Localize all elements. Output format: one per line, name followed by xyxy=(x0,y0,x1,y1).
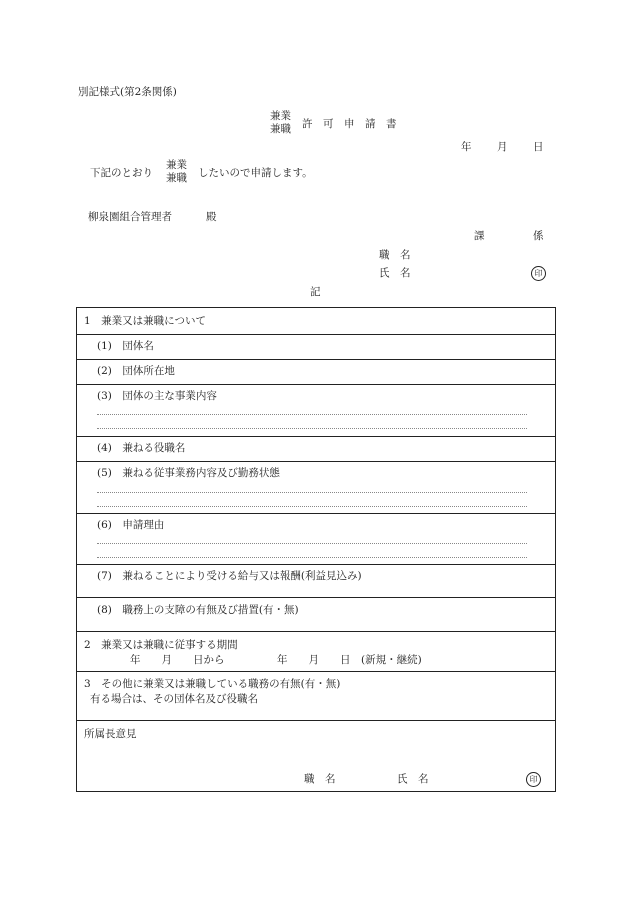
item-5-label: (5) 兼ねる従事業務内容及び勤務状態 xyxy=(97,467,280,479)
intro-stacked-bottom: 兼職 xyxy=(166,172,187,185)
item-6-dotted-line xyxy=(97,557,527,558)
form-reference: 別記様式(第2条関係) xyxy=(78,86,177,98)
item-4-label: (4) 兼ねる役職名 xyxy=(97,442,186,454)
date-month-label: 月 xyxy=(497,141,508,153)
section-1-title: 1 兼業又は兼職について xyxy=(84,315,206,327)
item-8-label: (8) 職務上の支障の有無及び措置(有・無) xyxy=(97,604,299,616)
row-divider xyxy=(77,384,555,385)
item-2-label: (2) 団体所在地 xyxy=(97,365,175,377)
item-6-label: (6) 申請理由 xyxy=(97,519,165,531)
opinion-position-label: 職 名 xyxy=(304,773,336,785)
application-form-table xyxy=(76,307,556,792)
intro-prefix: 下記のとおり xyxy=(90,167,153,179)
dept-ka-label: 課 xyxy=(474,230,485,242)
row-divider xyxy=(77,359,555,360)
title-stacked-word xyxy=(270,110,291,136)
opinion-seal-icon: 印 xyxy=(526,772,541,787)
applicant-seal-icon: 印 xyxy=(531,266,546,281)
title-stacked-bottom: 兼職 xyxy=(270,123,291,136)
ki-label: 記 xyxy=(310,286,321,298)
document-title: 許 可 申 請 書 xyxy=(302,118,397,130)
row-divider xyxy=(77,334,555,335)
item-3-label: (3) 団体の主な事業内容 xyxy=(97,390,217,402)
title-stacked-top: 兼業 xyxy=(270,110,291,122)
row-divider xyxy=(77,461,555,462)
row-divider xyxy=(77,597,555,598)
item-7-label: (7) 兼ねることにより受ける給与又は報酬(利益見込み) xyxy=(97,570,362,582)
item-5-dotted-line xyxy=(97,492,527,493)
item-5-dotted-line xyxy=(97,506,527,507)
section-2-period: 年 月 日から 年 月 日 (新規・継続) xyxy=(130,654,422,666)
section-3-line-1: 3 その他に兼業又は兼職している職務の有無(有・無) xyxy=(84,678,341,690)
row-divider xyxy=(77,564,555,565)
item-3-dotted-line xyxy=(97,414,527,415)
section-divider xyxy=(77,631,555,632)
opinion-name-label: 氏 名 xyxy=(397,773,429,785)
dept-kakari-label: 係 xyxy=(533,230,544,242)
row-divider xyxy=(77,513,555,514)
section-3-line-2: 有る場合は、その団体名及び役職名 xyxy=(90,693,258,705)
addressee-honorific: 殿 xyxy=(206,211,217,223)
date-day-label: 日 xyxy=(533,141,544,153)
addressee: 柳泉園組合管理者 xyxy=(88,211,172,223)
section-divider xyxy=(77,720,555,721)
item-6-dotted-line xyxy=(97,543,527,544)
intro-stacked-top: 兼業 xyxy=(166,159,187,171)
date-year-label: 年 xyxy=(461,141,472,153)
row-divider xyxy=(77,436,555,437)
opinion-title: 所属長意見 xyxy=(84,728,137,740)
applicant-name-label: 氏 名 xyxy=(379,267,411,279)
item-1-label: (1) 団体名 xyxy=(97,340,154,352)
item-3-dotted-line xyxy=(97,428,527,429)
section-2-title: 2 兼業又は兼職に従事する期間 xyxy=(84,639,238,651)
section-divider xyxy=(77,671,555,672)
intro-suffix: したいので申請します。 xyxy=(198,167,313,179)
applicant-position-label: 職 名 xyxy=(379,249,411,261)
intro-stacked-word xyxy=(166,159,187,185)
